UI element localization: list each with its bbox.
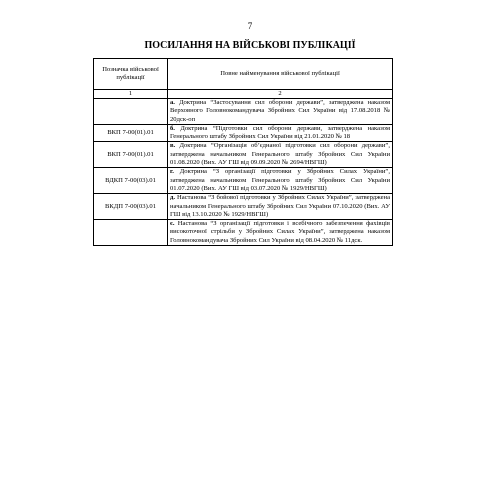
index-cell-2: 2: [168, 90, 393, 99]
row-text: Доктрина “З організації підготовки у Збройних Силах України”, затверджена начальником Генерального штабу Збройних Сил України 01.07.2020 (Вих. АУ ГШ від 03.07.2020 № 1929/НВГШ): [170, 168, 390, 192]
row-letter: а.: [170, 99, 175, 106]
code-cell: ВДКП 7-00(03).01: [94, 168, 168, 194]
description-cell: [168, 142, 393, 168]
code-cell: ВКДП 7-00(03).01: [94, 194, 168, 220]
row-letter: г.: [170, 168, 174, 176]
page-number: 7: [247, 21, 253, 31]
table-row: [94, 168, 393, 194]
table-row: [94, 99, 393, 125]
description-cell: [168, 194, 393, 220]
description-cell: [168, 220, 393, 246]
row-text: Доктрина “Застосування сил оборони держави”, затверджена наказом Верховного Головнокомандувача Збройних Сил України від 17.08.2018 № 20дск-оп: [170, 99, 390, 123]
table-row: [94, 220, 393, 246]
header-row: [94, 59, 393, 90]
code-cell: [94, 220, 168, 246]
code-cell: ВКП 7-00(01).01: [94, 124, 168, 142]
row-letter: в.: [170, 142, 176, 150]
index-cell-1: 1: [94, 90, 168, 99]
code-cell: [94, 99, 168, 125]
table-row: [94, 124, 393, 142]
description-cell: [168, 124, 393, 142]
row-letter: б.: [170, 124, 175, 132]
description-cell: [168, 99, 393, 125]
row-text: Настанова “З організації підготовки і всебічного забезпечення фахівців високоточної стрільби у Збройних Силах України”, затверджена наказом Головнокомандувача Збройних Сил України від 08.04.2020 № 11дск.: [170, 220, 390, 244]
row-letter: є.: [170, 220, 175, 228]
code-cell: ВКП 7-00(01).01: [94, 142, 168, 168]
publications-table: [93, 58, 393, 246]
row-text: Доктрина “Підготовки сил оборони держави, затверджена наказом Генерального штабу Збройних Сил України від 21.01.2020 № 18: [170, 124, 390, 141]
row-text: Доктрина “Організація об’єднаної підготовки сил оборони держави”, затверджена начальником Генерального штабу Збройних Сил України 01.08.2020 (Вих. АУ ГШ від 09.09.2020 № 2694/НВГШ): [170, 142, 390, 167]
section-heading: ПОСИЛАННЯ НА ВІЙСЬКОВІ ПУБЛІКАЦІЇ: [144, 40, 356, 51]
index-row: [94, 90, 393, 99]
header-code-cell: Позначка військової публікації: [94, 59, 168, 90]
row-letter: д.: [170, 194, 175, 202]
table-row: [94, 194, 393, 220]
table-row: [94, 142, 393, 168]
row-text: Настанова “З бойової підготовки у Збройних Силах України”, затверджена начальником Генерального штабу Збройних Сил України 07.10.2020 (Вих. АУ ГШ від 13.10.2020 № 1929/НВГШ): [170, 194, 390, 218]
description-cell: [168, 168, 393, 194]
header-title-cell: Повне найменування військової публікації: [168, 59, 393, 90]
